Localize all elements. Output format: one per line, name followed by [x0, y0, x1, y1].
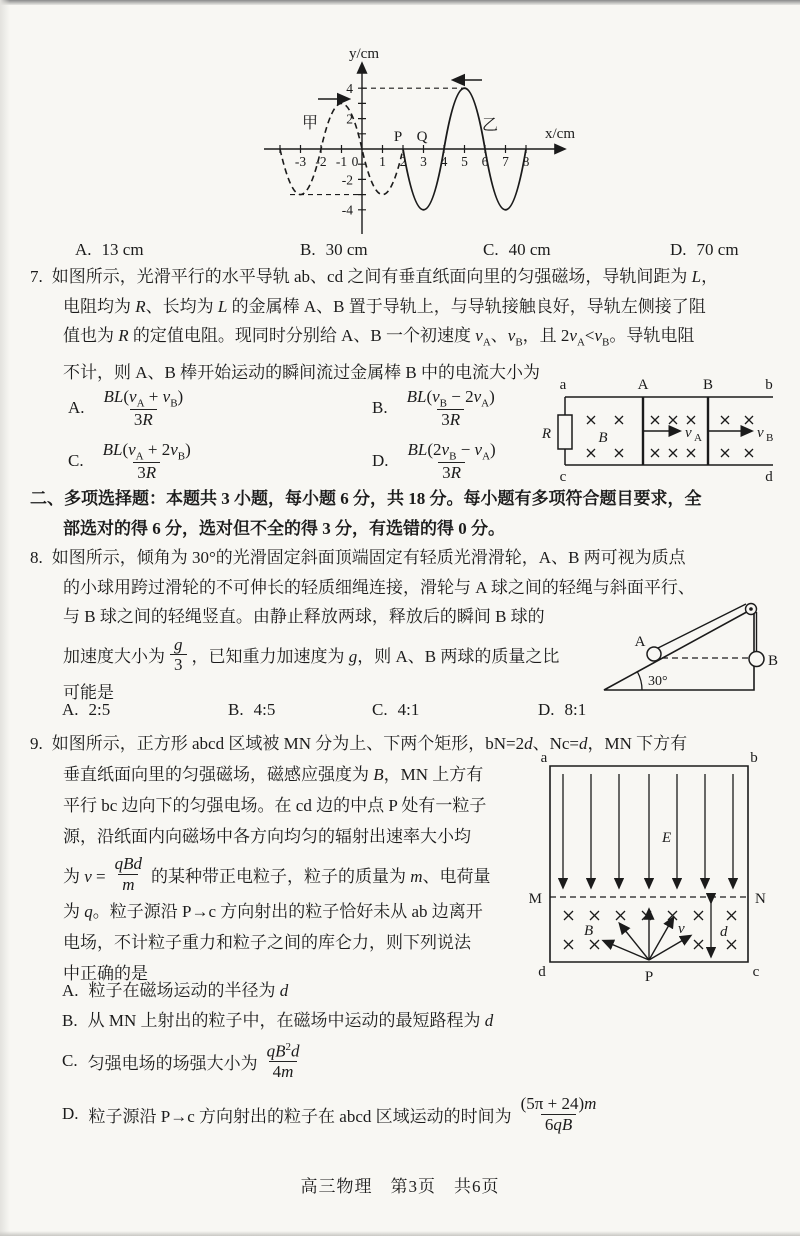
- x-tick: -2: [315, 154, 327, 169]
- ball-b-label: B: [768, 653, 779, 669]
- x-tick: -3: [294, 154, 307, 169]
- b-field-label: B: [584, 923, 594, 939]
- text-line: 垂直纸面向里的匀强磁场，磁感应强度为 B，MN 上方有: [63, 765, 484, 784]
- e-field-label: E: [662, 830, 672, 846]
- text-line: 中正确的是: [63, 964, 148, 983]
- corner-a-label: a: [540, 752, 548, 766]
- option-b: B. 从 MN 上射出的粒子中，在磁场中运动的最短路程为 d: [62, 1011, 494, 1030]
- option-c: C. $\frac{BL(v_A + 2v_B)}{3R}$: [68, 436, 200, 486]
- option-a: A. $\frac{BL(v_A + v_B)}{3R}$: [68, 383, 192, 433]
- fraction: $\frac{\text{qBd}}{m}$: [114, 854, 143, 894]
- p-source-label: P: [644, 969, 654, 985]
- fraction: $\frac{BL(2v_B - v_A)}{3R}$: [407, 439, 496, 483]
- fraction: $\frac{BL(v_B - 2v_A)}{3R}$: [406, 386, 495, 430]
- angle-label: 30°: [648, 674, 668, 689]
- text-line: 9. 如图所示，正方形 abcd 区域被 MN 分为上、下两个矩形，bN=2d、Nc=d，MN 下方有: [30, 734, 688, 753]
- fraction: $\frac{BL(v_A + 2v_B)}{3R}$: [102, 439, 191, 483]
- wave-jia-label: 甲: [301, 115, 319, 132]
- fraction: $\frac{(5\pi + 24)m}{6qB}$: [520, 1094, 597, 1134]
- point-q-label: Q: [416, 129, 428, 145]
- x-tick: 8: [522, 154, 530, 169]
- v-b-sub: B: [766, 432, 774, 444]
- text-line: 可能是: [63, 682, 114, 702]
- text-line: 不计，则 A、B 棒开始运动的瞬间流过金属棒 B 中的电流大小为: [63, 362, 540, 382]
- bar-b-label: B: [702, 377, 714, 393]
- scan-edge-bottom: [0, 1231, 800, 1236]
- x-tick: 5: [461, 154, 468, 169]
- x-axis-label: x/cm: [545, 126, 575, 142]
- x-tick: 1: [379, 154, 386, 169]
- corner-b-label: b: [765, 377, 773, 393]
- y-tick: -4: [341, 202, 353, 218]
- field-b-label: B: [598, 430, 608, 446]
- text-line: 为 q。粒子源沿 P→c 方向射出的粒子恰好未从 ab 边离开: [63, 902, 483, 921]
- v-a-label: v: [685, 425, 692, 441]
- wave-yi-label: 乙: [481, 117, 499, 134]
- option-a: A. 2:5: [62, 700, 111, 719]
- incline-triangle: [604, 608, 754, 690]
- x-tick: 6: [481, 154, 489, 169]
- option-d: D. 70 cm: [670, 240, 739, 259]
- rail-circuit-figure: [533, 375, 781, 485]
- corner-c-label: c: [559, 469, 567, 485]
- corner-b-label: b: [750, 752, 758, 766]
- option-c: C. 匀强电场的场强大小为 $\frac{qB^2d}{4m}$: [62, 1036, 782, 1086]
- option-b: B. $\frac{BL(v_B - 2v_A)}{3R}$: [372, 383, 504, 433]
- text-line: 电场，不计粒子重力和粒子之间的库仑力，则下列说法: [63, 933, 471, 952]
- v-a-sub: A: [694, 432, 702, 444]
- text-line: 加速度大小为 $\frac{g}{3}$ ，已知重力加速度为 g，则 A、B 两球的质量之比: [63, 634, 560, 674]
- incline-pulley-figure: [596, 588, 794, 706]
- text-line: 8. 如图所示，倾角为 30°的光滑固定斜面顶端固定有轻质光滑滑轮，A、B 两可视为质点: [30, 548, 686, 567]
- option-b: B. 30 cm: [300, 240, 368, 259]
- x-tick: 4: [440, 154, 448, 169]
- q9-options: [62, 976, 782, 1140]
- corner-c-label: c: [752, 964, 760, 980]
- x-tick: -1: [335, 154, 348, 169]
- bar-a-label: A: [637, 377, 649, 393]
- fraction: $\frac{qB^2d}{4m}$: [266, 1041, 300, 1081]
- option-c: C. 40 cm: [483, 240, 551, 259]
- text-line: 值也为 R 的定值电阻。现同时分别给 A、B 一个初速度 $v_A$、$v_B$，且 $2v_A<v_B$。导轨电阻: [63, 326, 695, 349]
- pulley-axle: [749, 607, 753, 611]
- y-tick: 2: [346, 111, 353, 127]
- text-line: 7. 如图所示，光滑平行的水平导轨 ab、cd 之间有垂直纸面向里的匀强磁场，导轨间距为 L，: [30, 267, 719, 286]
- point-p-label: P: [393, 129, 403, 145]
- option-b: B. 4:5: [228, 700, 276, 719]
- text-line: 部选对的得 6 分，选对但不全的得 3 分，有选错的得 0 分。: [63, 518, 505, 538]
- v-label: v: [678, 921, 685, 937]
- section-2-header: [30, 484, 785, 543]
- text-line: 为 v = $\frac{\text{qBd}}{m}$ 的某种带正电粒子，粒子的质量为 m、电荷量: [63, 854, 491, 894]
- y-tick: 4: [346, 81, 353, 96]
- angle-arc: [638, 672, 643, 690]
- question-number: 9.: [30, 734, 43, 753]
- v-b-label: v: [757, 425, 764, 441]
- resistor: [558, 415, 572, 449]
- ball-b: [749, 652, 764, 667]
- text-line: 与 B 球之间的轻绳竖直。由静止释放两球，释放后的瞬间 B 球的: [63, 607, 545, 626]
- ball-a: [647, 647, 661, 661]
- resistor-label: R: [541, 426, 551, 442]
- m-label: M: [528, 891, 542, 907]
- x-tick: 3: [420, 154, 427, 169]
- option-c: C. 4:1: [372, 700, 420, 719]
- text-line: 电阻均为 R、长均为 L 的金属棒 A、B 置于导轨上，与导轨接触良好，导轨左侧接了阻: [63, 296, 706, 316]
- corner-d-label: d: [538, 964, 546, 980]
- option-a: A. 粒子在磁场运动的半径为 d: [62, 981, 289, 1000]
- question-number: 7.: [30, 267, 43, 286]
- scan-edge-top: [0, 0, 800, 5]
- d-label: d: [720, 924, 728, 940]
- fraction: $\frac{g}{3}$: [170, 635, 187, 674]
- option-d: D. 粒子源沿 P→c 方向射出的粒子在 abcd 区域运动的时间为 $\frac{(5\pi + 24)m}{6qB}$: [62, 1088, 782, 1140]
- x-tick: 0: [351, 154, 359, 169]
- question-7: [30, 262, 780, 387]
- particle-arrow: [604, 941, 649, 960]
- y-axis-label: y/cm: [349, 46, 379, 62]
- field-region-figure: [528, 752, 780, 992]
- field-into-page-crosses: [587, 416, 753, 457]
- n-label: N: [755, 891, 766, 907]
- scan-edge-left: [0, 0, 10, 1236]
- x-tick: 7: [502, 154, 509, 169]
- wave-figure: [252, 42, 587, 237]
- text-line: 的小球用跨过滑轮的不可伸长的轻质细绳连接，滑轮与 A 球之间的轻绳与斜面平行、: [63, 577, 695, 597]
- option-d: D. 8:1: [538, 700, 587, 719]
- fraction: $\frac{BL(v_A + v_B)}{3R}$: [103, 386, 184, 430]
- question-number: 8.: [30, 548, 43, 567]
- option-d: D. $\frac{BL(2v_B - v_A)}{3R}$: [372, 436, 505, 486]
- ball-a-label: A: [634, 634, 646, 650]
- y-tick: -2: [341, 172, 353, 188]
- string-along-incline: [658, 604, 746, 648]
- corner-a-label: a: [559, 377, 567, 393]
- page-footer: 高三物理 第3页 共6页: [300, 1177, 500, 1196]
- corner-d-label: d: [765, 469, 773, 485]
- text-line: 平行 bc 边向下的匀强电场。在 cd 边的中点 P 处有一粒子: [63, 796, 487, 815]
- option-a: A. 13 cm: [75, 240, 144, 259]
- text-line: 源，沿纸面内向磁场中各方向均匀的辐射出速率大小均: [63, 827, 471, 846]
- x-tick: 2: [399, 154, 407, 169]
- text-line: 二、多项选择题：本题共 3 小题，每小题 6 分，共 18 分。每小题有多项符合题目要求，全: [30, 489, 702, 508]
